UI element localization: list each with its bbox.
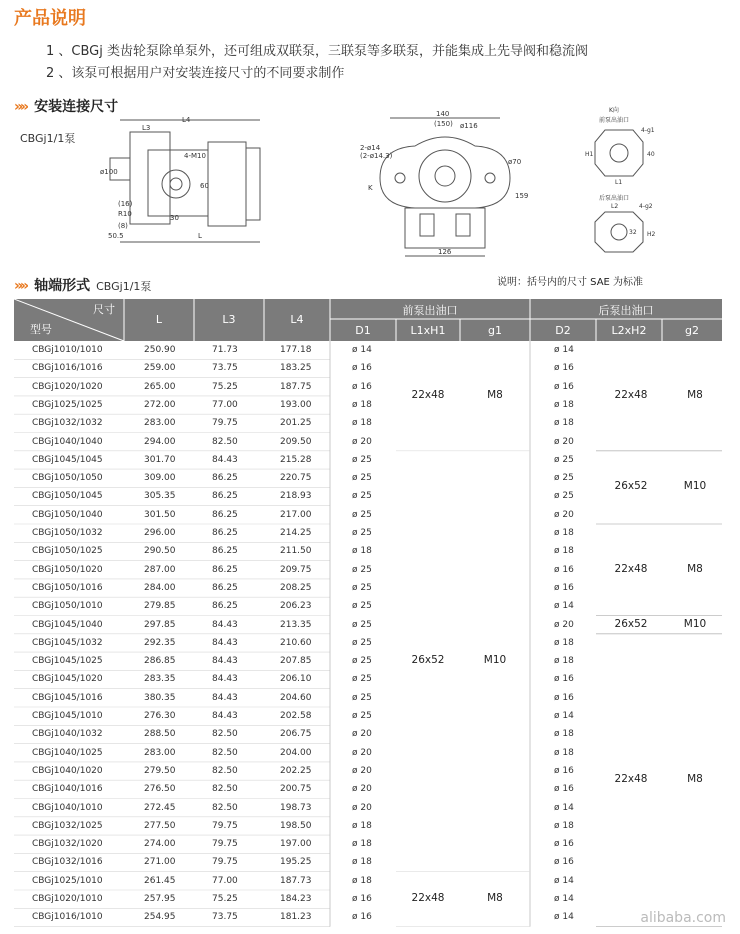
table-cell: 261.45 [144, 875, 176, 886]
table-cell: 204.00 [280, 747, 312, 758]
table-cell: 187.73 [280, 875, 312, 886]
table-cell: 82.50 [212, 729, 238, 740]
table-cell: CBGj1050/1025 [32, 546, 103, 557]
side-label: L3 [142, 124, 151, 132]
table-cell: 84.43 [212, 619, 238, 630]
table-cell: CBGj1032/1025 [32, 820, 103, 831]
table-cell: ø 25 [554, 473, 574, 484]
table-cell: ø 14 [554, 601, 574, 612]
table-cell: 82.50 [212, 802, 238, 813]
merged-cell: 26x52 [614, 617, 648, 630]
k-label: 后泵出油口 [599, 195, 630, 202]
section-install-heading: »» 安装连接尺寸 [14, 99, 119, 115]
table-cell: 309.00 [144, 473, 176, 484]
table-cell: 283.00 [144, 747, 176, 758]
merged-cell: M8 [487, 892, 503, 905]
table-cell: ø 25 [554, 454, 574, 465]
table-cell: CBGj1040/1032 [32, 729, 103, 740]
table-cell: CBGj1050/1020 [32, 564, 103, 575]
table-cell: ø 14 [554, 345, 574, 355]
table-cell: 206.23 [280, 601, 312, 612]
merged-cell: 22x48 [411, 388, 445, 401]
note-text: 说明：括号内的尺寸 SAE 为标准 [497, 277, 644, 288]
table-cell: CBGj1050/1016 [32, 582, 103, 593]
table-cell: 86.25 [212, 509, 238, 520]
header-D1: D1 [355, 324, 371, 337]
table-cell: ø 18 [554, 820, 574, 831]
k-label: 4-g2 [639, 203, 653, 210]
table-cell: 75.25 [212, 894, 238, 904]
table-cell: CBGj1045/1025 [32, 656, 103, 667]
merged-cell: M8 [687, 562, 703, 575]
table-cell: 84.43 [212, 674, 238, 685]
table-cell: ø 20 [554, 619, 574, 630]
table-cell: CBGj1050/1032 [32, 528, 103, 538]
side-label: L4 [182, 116, 191, 124]
front-label: ø70 [508, 158, 522, 166]
table-cell: ø 18 [554, 747, 574, 758]
k-label: K向 [609, 107, 619, 114]
table-cell: 211.50 [280, 546, 312, 557]
table-cell: ø 20 [352, 436, 372, 447]
table-cell: ø 16 [554, 564, 574, 575]
table-cell: CBGj1050/1050 [32, 473, 103, 484]
merged-cell: 26x52 [614, 480, 648, 493]
table-cell: CBGj1040/1016 [32, 784, 103, 795]
table-cell: CBGj1045/1010 [32, 711, 103, 721]
table-cell: ø 16 [352, 363, 372, 374]
table-cell: 200.75 [280, 784, 312, 795]
table-cell: 276.50 [144, 784, 176, 795]
table-cell: ø 18 [554, 729, 574, 740]
table-cell: CBGj1025/1010 [32, 875, 103, 886]
table-cell: 198.50 [280, 820, 312, 831]
front-label: 159 [515, 192, 529, 200]
table-cell: CBGj1050/1045 [32, 491, 103, 502]
table-cell: CBGj1016/1016 [32, 363, 103, 374]
table-cell: 197.00 [280, 839, 312, 850]
table-cell: 193.00 [280, 399, 312, 410]
table-cell: 276.30 [144, 711, 176, 721]
table-cell: 86.25 [212, 491, 238, 502]
table-cell: ø 25 [352, 656, 372, 667]
table-cell: ø 25 [352, 491, 372, 502]
table-cell: ø 18 [554, 637, 574, 648]
table-cell: ø 25 [554, 491, 574, 502]
table-cell: ø 20 [352, 765, 372, 776]
table-cell: ø 20 [352, 784, 372, 795]
merged-cell: M10 [483, 654, 507, 667]
table-cell: 86.25 [212, 546, 238, 557]
table-cell: ø 25 [352, 564, 372, 575]
table-cell: CBGj1050/1040 [32, 509, 103, 520]
table-cell: ø 20 [352, 802, 372, 813]
table-cell: ø 16 [554, 674, 574, 685]
table-cell: ø 16 [352, 894, 372, 904]
table-cell: CBGj1032/1020 [32, 839, 103, 850]
k-direction-drawing [585, 104, 665, 264]
table-cell: ø 14 [554, 711, 574, 721]
table-cell: 380.35 [144, 692, 176, 703]
table-cell: ø 20 [352, 747, 372, 758]
table-cell: ø 16 [554, 692, 574, 703]
table-cell: 207.85 [280, 656, 312, 667]
k-label: L2 [611, 203, 619, 210]
header-dim: 尺寸 [93, 303, 115, 316]
table-cell: 187.75 [280, 381, 312, 392]
table-cell: 301.70 [144, 454, 176, 465]
table-cell: 73.75 [212, 363, 238, 374]
table-cell: ø 16 [554, 765, 574, 776]
table-cell: 301.50 [144, 509, 176, 520]
table-cell: 195.25 [280, 857, 312, 868]
table-cell: 79.75 [212, 857, 238, 868]
table-cell: ø 25 [352, 509, 372, 520]
table-cell: 210.60 [280, 637, 312, 648]
table-cell: ø 14 [554, 802, 574, 813]
table-cell: ø 16 [554, 784, 574, 795]
table-cell: 79.75 [212, 418, 238, 429]
table-cell: 272.45 [144, 802, 176, 813]
side-view-drawing [100, 110, 300, 250]
intro-line-2: 2 、该泵可根据用户对安装连接尺寸的不同要求制作 [46, 66, 345, 81]
table-cell: ø 25 [352, 454, 372, 465]
table-cell: 290.50 [144, 546, 176, 557]
table-cell: 86.25 [212, 473, 238, 484]
merged-cell: M8 [687, 773, 703, 786]
header-rear: 后泵出油口 [598, 304, 654, 317]
table-cell: 208.25 [280, 582, 312, 593]
k-label: 40 [647, 151, 655, 158]
table-cell: CBGj1040/1025 [32, 747, 103, 758]
chevron-icon: »» [14, 278, 27, 294]
page-title: 产品说明 [14, 8, 86, 29]
table-cell: 82.50 [212, 765, 238, 776]
table-cell: 84.43 [212, 637, 238, 648]
table-cell: 215.28 [280, 454, 312, 465]
merged-cell: 22x48 [411, 892, 445, 905]
front-label: (2-ø14.3) [360, 152, 393, 160]
table-cell: 82.50 [212, 784, 238, 795]
side-label: ø100 [100, 168, 118, 176]
table-cell: ø 18 [554, 528, 574, 538]
table-cell: 73.75 [212, 912, 238, 923]
table-cell: 272.00 [144, 399, 176, 410]
table-cell: 201.25 [280, 418, 312, 429]
table-cell: 279.85 [144, 601, 176, 612]
table-cell: 296.00 [144, 528, 176, 538]
table-cell: ø 16 [554, 363, 574, 374]
table-cell: 214.25 [280, 528, 312, 538]
table-cell: ø 18 [352, 839, 372, 850]
header-L4: L4 [290, 313, 304, 326]
table-cell: 86.25 [212, 564, 238, 575]
front-label: (150) [434, 120, 453, 128]
table-cell: 284.00 [144, 582, 176, 593]
table-cell: ø 14 [554, 912, 574, 923]
table-cell: CBGj1032/1016 [32, 857, 103, 868]
table-cell: ø 14 [554, 875, 574, 886]
front-view-drawing [360, 108, 530, 263]
table-cell: 77.00 [212, 875, 238, 886]
intro-line-1: 1 、CBGj 类齿轮泵除单泵外，还可组成双联泵，三联泵等多联泵，并能集成上先导阀和稳流阀 [46, 44, 588, 59]
table-cell: 294.00 [144, 436, 176, 447]
table-cell: 297.85 [144, 619, 176, 630]
table-cell: CBGj1032/1032 [32, 418, 103, 429]
merged-cell: 26x52 [411, 654, 445, 667]
chevron-icon: »» [14, 99, 27, 115]
table-cell: ø 18 [352, 820, 372, 831]
header-L3: L3 [222, 313, 236, 326]
table-cell: 274.00 [144, 839, 176, 850]
table-cell: ø 14 [352, 345, 372, 355]
table-cell: 181.23 [280, 912, 312, 923]
front-label: 140 [436, 110, 450, 118]
table-cell: 218.93 [280, 491, 312, 502]
table-cell: 206.75 [280, 729, 312, 740]
side-label: (16) [118, 200, 133, 208]
table-cell: 84.43 [212, 656, 238, 667]
table-cell: 204.60 [280, 692, 312, 703]
side-label: 4-M10 [184, 152, 206, 160]
header-L2xH2: L2xH2 [611, 324, 647, 337]
table-cell: CBGj1040/1010 [32, 802, 103, 813]
table-cell: ø 14 [554, 894, 574, 904]
table-cell: 288.50 [144, 729, 176, 740]
table-cell: 286.85 [144, 656, 176, 667]
table-cell: 79.75 [212, 839, 238, 850]
table-cell: 277.50 [144, 820, 176, 831]
table-cell: ø 16 [554, 857, 574, 868]
table-cell: ø 18 [352, 875, 372, 886]
table-cell: ø 25 [352, 601, 372, 612]
table-cell: ø 18 [352, 399, 372, 410]
k-label: H1 [585, 151, 594, 158]
table-cell: CBGj1020/1010 [32, 894, 103, 904]
table-cell: ø 25 [352, 528, 372, 538]
table-cell: 265.00 [144, 381, 176, 392]
table-cell: 259.00 [144, 363, 176, 374]
table-cell: 287.00 [144, 564, 176, 575]
table-cell: ø 16 [554, 839, 574, 850]
merged-cell: 22x48 [614, 773, 648, 786]
section-shaft-heading: »» 轴端形式 CBGj1/1泵 [14, 278, 152, 294]
front-label: K [368, 184, 373, 192]
front-label: 2-ø14 [360, 144, 381, 152]
table-cell: 198.73 [280, 802, 312, 813]
table-cell: 79.75 [212, 820, 238, 831]
side-label: L [198, 232, 202, 240]
table-cell: 292.35 [144, 637, 176, 648]
table-cell: 71.73 [212, 345, 238, 355]
table-cell: ø 18 [352, 418, 372, 429]
table-cell: ø 20 [554, 436, 574, 447]
table-cell: ø 25 [352, 674, 372, 685]
table-cell: 209.75 [280, 564, 312, 575]
table-cell: ø 25 [352, 692, 372, 703]
spec-table [14, 299, 722, 927]
table-cell: 202.58 [280, 711, 312, 721]
table-cell: CBGj1045/1016 [32, 692, 103, 703]
table-cell: 184.23 [280, 894, 312, 904]
table-cell: CBGj1045/1032 [32, 637, 103, 648]
header-L: L [155, 313, 163, 326]
merged-cell: M8 [687, 388, 703, 401]
table-cell: ø 25 [352, 637, 372, 648]
header-D2: D2 [555, 324, 571, 337]
table-cell: CBGj1045/1040 [32, 619, 103, 630]
front-label: ø116 [460, 122, 478, 130]
table-cell: ø 25 [352, 582, 372, 593]
table-cell: 283.00 [144, 418, 176, 429]
table-cell: ø 25 [352, 711, 372, 721]
table-cell: 77.00 [212, 399, 238, 410]
header-model: 型号 [30, 323, 52, 336]
table-cell: ø 16 [352, 381, 372, 392]
side-label: R10 [118, 210, 132, 218]
table-cell: CBGj1040/1040 [32, 436, 103, 447]
table-cell: 84.43 [212, 692, 238, 703]
table-cell: CBGj1020/1020 [32, 381, 103, 392]
table-cell: 257.95 [144, 894, 176, 904]
watermark: alibaba.com [640, 910, 726, 926]
table-cell: CBGj1025/1025 [32, 399, 103, 410]
install-model-label: CBGj1/1泵 [20, 132, 76, 145]
header-g1: g1 [488, 324, 502, 337]
table-cell: CBGj1045/1045 [32, 454, 103, 465]
table-cell: 75.25 [212, 381, 238, 392]
table-cell: 220.75 [280, 473, 312, 484]
table-cell: CBGj1040/1020 [32, 765, 103, 776]
header-L1xH1: L1xH1 [410, 324, 446, 337]
table-cell: 82.50 [212, 436, 238, 447]
table-cell: 183.25 [280, 363, 312, 374]
table-cell: ø 18 [554, 418, 574, 429]
table-cell: ø 16 [554, 381, 574, 392]
table-cell: ø 18 [554, 399, 574, 410]
table-cell: CBGj1050/1010 [32, 601, 103, 612]
table-cell: ø 25 [352, 473, 372, 484]
table-cell: 283.35 [144, 674, 176, 685]
table-cell: 84.43 [212, 711, 238, 721]
table-cell: ø 20 [352, 729, 372, 740]
table-cell: ø 18 [352, 546, 372, 557]
k-label: 前泵出油口 [599, 117, 630, 124]
table-cell: ø 16 [554, 582, 574, 593]
table-cell: ø 18 [352, 857, 372, 868]
table-cell: ø 18 [554, 546, 574, 557]
table-cell: 206.10 [280, 674, 312, 685]
table-cell: 86.25 [212, 528, 238, 538]
header-g2: g2 [685, 324, 699, 337]
table-cell: ø 18 [554, 656, 574, 667]
table-cell: 86.25 [212, 601, 238, 612]
side-label: 60 [200, 182, 209, 190]
table-cell: CBGj1010/1010 [32, 345, 103, 355]
table-cell: CBGj1045/1020 [32, 674, 103, 685]
table-cell: 250.90 [144, 345, 176, 355]
header-front: 前泵出油口 [402, 304, 458, 317]
table-cell: ø 20 [554, 509, 574, 520]
merged-cell: M8 [487, 388, 503, 401]
table-cell: 305.35 [144, 491, 176, 502]
table-cell: ø 25 [352, 619, 372, 630]
k-label: L1 [615, 179, 623, 186]
table-cell: 177.18 [280, 345, 312, 355]
table-cell: 279.50 [144, 765, 176, 776]
side-label: 50.5 [108, 232, 124, 240]
k-label: 4-g1 [641, 127, 655, 134]
table-cell: 254.95 [144, 912, 176, 923]
merged-cell: 22x48 [614, 388, 648, 401]
merged-cell: M10 [683, 617, 707, 630]
side-label: 30 [170, 214, 179, 222]
front-label: 126 [438, 248, 452, 256]
table-cell: 84.43 [212, 454, 238, 465]
table-cell: 209.50 [280, 436, 312, 447]
table-cell: 202.25 [280, 765, 312, 776]
side-label: (8) [118, 222, 128, 230]
table-cell: ø 16 [352, 912, 372, 923]
table-cell: CBGj1016/1010 [32, 912, 103, 923]
table-cell: 82.50 [212, 747, 238, 758]
k-label: H2 [647, 231, 656, 238]
table-cell: 86.25 [212, 582, 238, 593]
table-cell: 217.00 [280, 509, 312, 520]
table-cell: 213.35 [280, 619, 312, 630]
table-cell: 271.00 [144, 857, 176, 868]
k-label: 32 [629, 229, 637, 236]
merged-cell: M10 [683, 480, 707, 493]
merged-cell: 22x48 [614, 562, 648, 575]
